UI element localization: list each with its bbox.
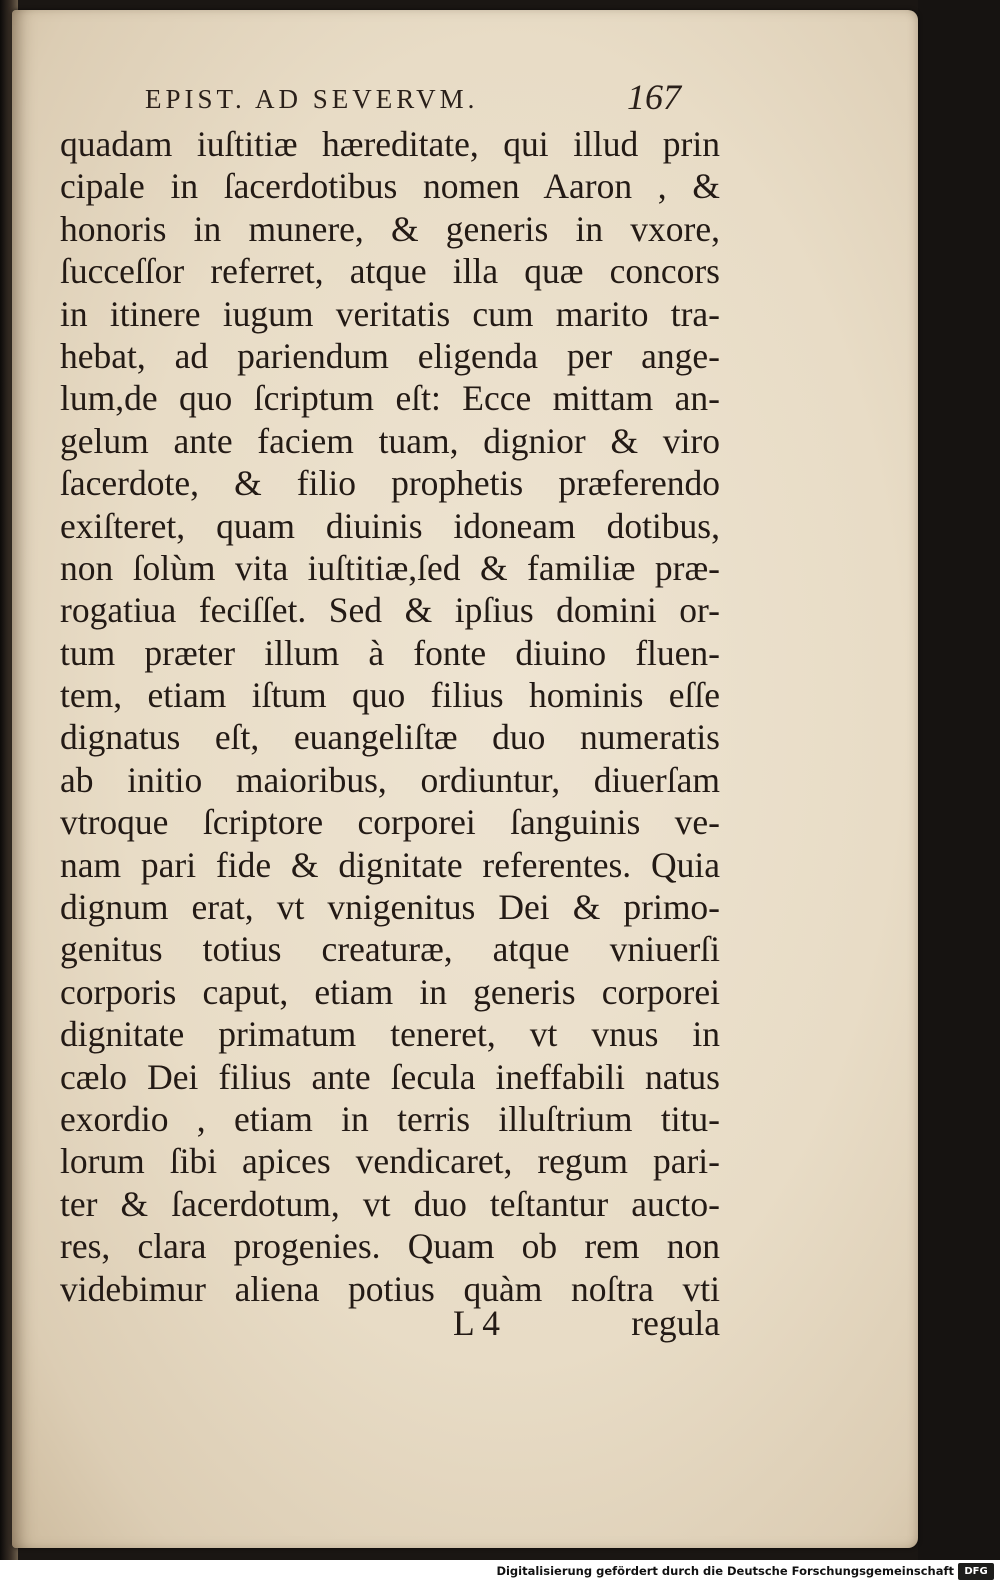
text-line: rogatiua feciſſet. Sed & ipſius domini or- <box>60 590 720 631</box>
text-line: cælo Dei filius ante ſecula ineffabili natus <box>60 1056 720 1097</box>
scan-background-strip <box>918 0 1000 1560</box>
text-line: ter & ſacerdotum, vt duo teſtantur aucto- <box>60 1183 720 1224</box>
text-line: nam pari fide & dignitate referentes. Quia <box>60 844 720 885</box>
text-line: non ſolùm vita iuſtitiæ,ſed & familiæ præ- <box>60 547 720 588</box>
text-line: quadam iuſtitiæ hæreditate, qui illud prin <box>60 124 720 164</box>
dfg-logo: DFG <box>958 1563 994 1580</box>
text-line: ſucceſſor referret, atque illa quæ concors <box>60 251 720 292</box>
footer-bar <box>0 1560 1000 1584</box>
text-line: dignum erat, vt vnigenitus Dei & primo- <box>60 887 720 928</box>
text-line: videbimur aliena potius quàm noſtra vti <box>60 1268 720 1309</box>
text-line: hebat, ad pariendum eligenda per ange- <box>60 335 720 376</box>
text-line: corporis caput, etiam in generis corporei <box>60 971 720 1012</box>
running-head: EPIST. AD SEVERVM. <box>145 84 479 114</box>
text-line: cipale in ſacerdotibus nomen Aaron , & <box>60 166 720 207</box>
text-line: in itinere iugum veritatis cum marito tra- <box>60 293 720 334</box>
text-line: honoris in munere, & generis in vxore, <box>60 208 720 249</box>
text-line: exordio , etiam in terris illuſtrium titu- <box>60 1098 720 1139</box>
page-number: 167 <box>627 77 681 117</box>
text-line: gelum ante faciem tuam, dignior & viro <box>60 420 720 461</box>
catchword: regula <box>631 1303 720 1343</box>
text-line: dignitate primatum teneret, vt vnus in <box>60 1014 720 1055</box>
text-line: lum,de quo ſcriptum eſt: Ecce mittam an- <box>60 378 720 419</box>
catch-line <box>60 1302 720 1346</box>
text-line: ſacerdote, & filio prophetis præferendo <box>60 463 720 504</box>
signature-mark: L 4 <box>453 1303 500 1343</box>
text-line: exiſteret, quam diuinis idoneam dotibus, <box>60 505 720 546</box>
text-line: vtroque ſcriptore corporei ſanguinis ve- <box>60 802 720 843</box>
text-line: res, clara progenies. Quam ob rem non <box>60 1226 720 1267</box>
text-line: tum præter illum à fonte diuino fluen- <box>60 632 720 673</box>
text-line: ab initio maioribus, ordiuntur, diuerſam <box>60 759 720 800</box>
funding-credit: Digitalisierung gefördert durch die Deutsche Forschungsgemeinschaft <box>496 1564 954 1578</box>
text-line: lorum ſibi apices vendicaret, regum pari- <box>60 1141 720 1182</box>
body-text <box>60 123 720 1310</box>
text-line: tem, etiam iſtum quo filius hominis eſſe <box>60 675 720 716</box>
text-line: genitus totius creaturæ, atque vniuerſi <box>60 929 720 970</box>
text-line: dignatus eſt, euangeliſtæ duo numeratis <box>60 717 720 758</box>
